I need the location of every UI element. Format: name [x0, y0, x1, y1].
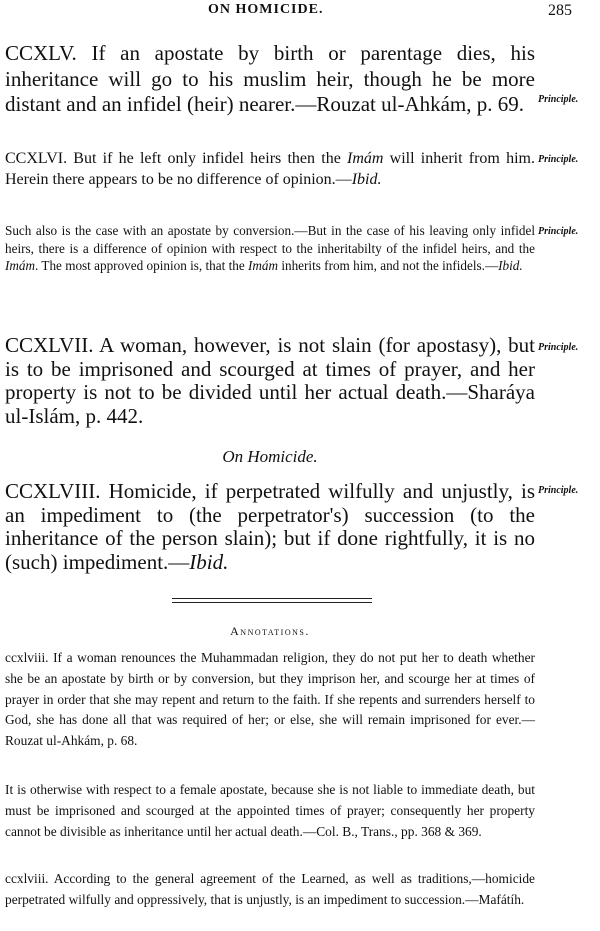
paragraph-ccxlviii: CCXLVIII. Homicide, if perpetrated wilfully and unjustly, is an impediment to (the perpetrator's) succession (to the inheritance of the person slain); but if done rightfully, it is no (such) impediment.—Ibid. [5, 479, 535, 574]
running-head [0, 2, 600, 22]
annotations-heading: Annotations. [230, 624, 310, 638]
margin-note-principle: Principle. [538, 342, 579, 353]
divider-rule [172, 598, 372, 599]
margin-note-principle: Principle. [538, 226, 579, 237]
divider-rule [172, 602, 372, 603]
margin-note-principle: Principle. [538, 154, 579, 165]
annotation-item: It is otherwise with respect to a female apostate, because she is not liable to immediate death, but must be imprisoned and scourged at the appointed times of prayer; consequently her property cannot be divisible as inheritance until her actual death.—Col. B., Trans., pp. 368 & 369. [5, 782, 535, 839]
annotation-item: ccxlviii. According to the general agreement of the Learned, as well as traditions,—homicide perpetrated wilfully and oppressively, that is unjustly, is an impediment to succession.—Mafátíh. [5, 871, 535, 907]
page-number: 285 [548, 2, 572, 19]
paragraph-ccxlvii: CCXLVII. A woman, however, is not slain (for apostasy), but is to be imprisoned and scourged at times of prayer, and her property is not to be divided until her actual death.—Sharáya ul-Islám, p. 442. [5, 333, 535, 428]
paragraph-apostate-by-conversion: Such also is the case with an apostate by conversion.—But in the case of his leaving only infidel heirs, there is a difference of opinion with respect to the inheritabilty of the infidel heirs, and the Imám. The most approved opinion is, that the Imám inherits from him, and not the infidels.—Ibid. [5, 223, 535, 273]
running-head-title: ON HOMICIDE. [208, 2, 324, 17]
margin-note-principle: Principle. [538, 94, 579, 105]
section-heading: On Homicide. [222, 447, 318, 466]
paragraph-ccxlvi: CCXLVI. But if he left only infidel heirs then the Imám will inherit from him. Herein there appears to be no difference of opinion.—Ibid. [5, 150, 535, 188]
margin-note-principle: Principle. [538, 485, 579, 496]
paragraph-ccxlv: CCXLV. If an apostate by birth or parentage dies, his inheritance will go to his muslim heir, though he be more distant and an infidel (heir) nearer.—Rouzat ul-Ahkám, p. 69. [5, 41, 535, 116]
annotation-item: ccxlviii. If a woman renounces the Muhammadan religion, they do not put her to death whether she be an apostate by birth or by conversion, but they imprison her, and scourge her at times of prayer in order that she may repent and return to the faith. If she repents and surrenders herself to God, she has done all that was required of her; or else, she will remain imprisoned for ever.—Rouzat ul-Ahkám, p. 68. [5, 650, 535, 749]
